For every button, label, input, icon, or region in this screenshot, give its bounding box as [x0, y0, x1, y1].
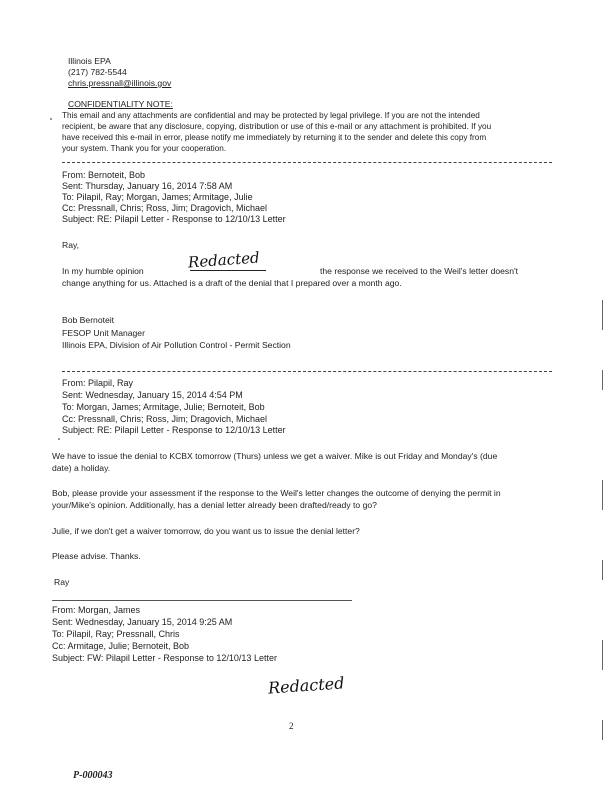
- scan-edge-mark: [602, 640, 603, 670]
- scan-edge-mark: [602, 480, 603, 510]
- email2-to: To: Morgan, James; Armitage, Julie; Bernoteit, Bob: [62, 402, 265, 412]
- email1-sig-title: FESOP Unit Manager: [62, 328, 145, 338]
- email3-subject: Subject: FW: Pilapil Letter - Response to 12/10/13 Letter: [52, 653, 277, 663]
- email2-signature: Ray: [54, 577, 70, 587]
- email1-body-pre: In my humble opinion: [62, 266, 144, 276]
- sig-org: Illinois EPA: [68, 56, 111, 66]
- email2-sent: Sent: Wednesday, January 15, 2014 4:54 PM: [62, 390, 243, 400]
- separator-rule: [62, 162, 552, 163]
- email2-paragraph: We have to issue the denial to KCBX tomorrow (Thurs) unless we get a waiver. Mike is out Friday and Monday's (due: [52, 451, 498, 461]
- bates-number: P-000043: [73, 770, 113, 781]
- email3-from: From: Morgan, James: [52, 605, 141, 615]
- email1-sent: Sent: Thursday, January 16, 2014 7:58 AM: [62, 181, 233, 191]
- confidentiality-line: your system. Thank you for your cooperation.: [62, 144, 227, 153]
- sig-phone: (217) 782-5544: [68, 67, 127, 77]
- email3-cc: Cc: Armitage, Julie; Bernoteit, Bob: [52, 641, 190, 651]
- email1-greeting: Ray,: [62, 240, 80, 250]
- confidentiality-line: have received this e-mail in error, please notify me immediately by returning it to the sender and delete this copy from: [62, 133, 487, 142]
- email2-paragraph: Julie, if we don't get a waiver tomorrow, do you want us to issue the denial letter?: [52, 526, 360, 536]
- email1-sig-org: Illinois EPA, Division of Air Pollution Control - Permit Section: [62, 340, 291, 350]
- email2-subject: Subject: RE: Pilapil Letter - Response to 12/10/13 Letter: [62, 425, 286, 435]
- email1-body-line2: change anything for us. Attached is a draft of the denial that I prepared over a month ago.: [62, 278, 402, 288]
- separator-rule: [62, 371, 552, 372]
- email2-paragraph: date) a holiday.: [52, 463, 111, 473]
- sig-email: chris.pressnall@illinois.gov: [68, 78, 172, 88]
- email1-subject: Subject: RE: Pilapil Letter - Response to 12/10/13 Letter: [62, 214, 286, 224]
- scan-edge-mark: [602, 560, 603, 580]
- page-number: 2: [289, 721, 294, 731]
- scan-edge-mark: [602, 370, 603, 390]
- redaction-underline: [190, 270, 266, 271]
- email2-paragraph: Bob, please provide your assessment if the response to the Weil's letter changes the outcome of denying the permit in: [52, 488, 501, 498]
- email2-paragraph: your/Mike's opinion. Additionally, has a denial letter already been drafted/ready to go?: [52, 500, 377, 510]
- email2-cc: Cc: Pressnall, Chris; Ross, Jim; Dragovich, Michael: [62, 414, 268, 424]
- email3-sent: Sent: Wednesday, January 15, 2014 9:25 AM: [52, 617, 233, 627]
- email1-cc: Cc: Pressnall, Chris; Ross, Jim; Dragovich, Michael: [62, 203, 268, 213]
- email1-sig-name: Bob Bernoteit: [62, 315, 115, 325]
- scan-speck: [58, 438, 60, 440]
- email2-from: From: Pilapil, Ray: [62, 378, 134, 388]
- scan-edge-mark: [602, 300, 603, 330]
- redaction-stamp: Redacted: [267, 673, 345, 698]
- confidentiality-line: recipient, be aware that any disclosure, copying, distribution or use of this e-mail or any attachment is prohibited. If you: [62, 122, 492, 131]
- separator-rule: [52, 600, 352, 601]
- email1-to: To: Pilapil, Ray; Morgan, James; Armitage, Julie: [62, 192, 253, 202]
- redaction-stamp: Redacted: [187, 248, 261, 272]
- email1-from: From: Bernoteit, Bob: [62, 170, 146, 180]
- email1-body-post: the response we received to the Weil's letter doesn't: [320, 266, 519, 276]
- scan-speck: [50, 118, 52, 120]
- email3-to: To: Pilapil, Ray; Pressnall, Chris: [52, 629, 180, 639]
- confidentiality-line: This email and any attachments are confidential and may be protected by legal privilege. If you are not the intended: [62, 111, 480, 120]
- confidentiality-title: CONFIDENTIALITY NOTE:: [68, 99, 173, 109]
- email2-paragraph: Please advise. Thanks.: [52, 551, 141, 561]
- scan-edge-mark: [602, 720, 603, 740]
